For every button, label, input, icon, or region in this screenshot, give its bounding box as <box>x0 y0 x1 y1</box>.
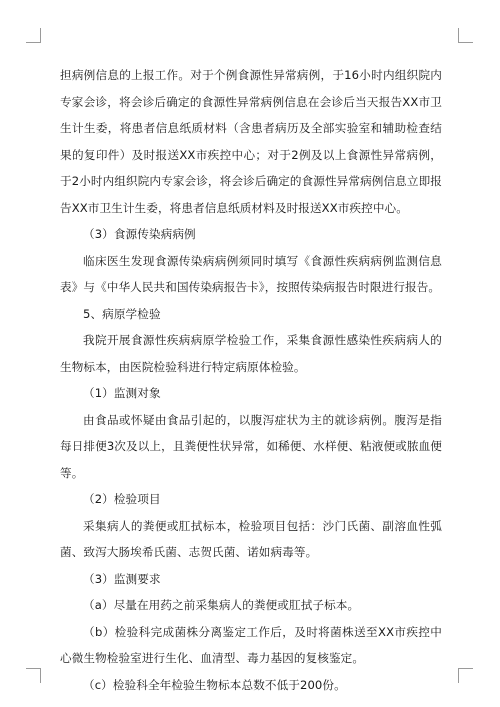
crop-mark-top-left <box>26 28 41 43</box>
crop-mark-bottom-left <box>26 668 41 683</box>
heading-pathogen-testing: 5、病原学检验 <box>83 306 161 321</box>
heading-monitoring-requirements: （3）监测要求 <box>83 571 161 586</box>
paragraph-pathogen-testing-intro: 我院开展食源性疾病病原学检验工作，采集食源性感染性疾病病人的生物标本，由医院检验科进行特定病原体检验。 <box>60 333 442 374</box>
requirement-item-a: （a）尽量在用药之前采集病人的粪便或肛拭子标本。 <box>83 598 360 612</box>
paragraph-monitoring-targets: 由食品或怀疑由食品引起的，以腹泻症状为主的就诊病例。腹泻是指每日排便3次及以上，且粪便性状异常，如稀便、水样便、粘液便或脓血便等。 <box>60 412 442 480</box>
document-body <box>60 62 442 698</box>
requirement-item-c: （c）检验科全年检验生物标本总数不低于200份。 <box>83 677 346 692</box>
heading-test-items: （2）检验项目 <box>83 492 161 506</box>
crop-mark-top-right <box>458 28 473 43</box>
paragraph-reporting-abnormal-cases: 担病例信息的上报工作。对于个例食源性异常病例，于16小时内组织院内专家会诊，将会诊后确定的食源性异常病例信息在会诊后当天报告XX市卫生计生委，将患者信息纸质材料（含患者病历及全部实验室和辅助检查结果的复印件）及时报送XX市疾控中心；对于2例及以上食源性异常病例，于2小时内组织院内专家会诊，将会诊后确定的食源性异常病例信息立即报告XX市卫生计生委，将患者信息纸质材料及时报送XX市疾控中心。 <box>60 68 442 215</box>
paragraph-test-items: 采集病人的粪便或肛拭标本，检验项目包括：沙门氏菌、副溶血性弧菌、致泻大肠埃希氏菌、志贺氏菌、诺如病毒等。 <box>60 518 442 559</box>
crop-mark-bottom-right <box>458 668 473 683</box>
requirement-item-b: （b）检验科完成菌株分离鉴定工作后，及时将菌株送至XX市疾控中心微生物检验室进行生化、血清型、毒力基因的复核鉴定。 <box>60 624 442 665</box>
heading-monitoring-targets: （1）监测对象 <box>83 386 161 400</box>
heading-foodborne-infectious-cases: （3）食源传染病病例 <box>83 227 196 241</box>
paragraph-infectious-case-reporting: 临床医生发现食源传染病病例须同时填写《食源性疾病病例监测信息表》与《中华人民共和国传染病报告卡》，按照传染病报告时限进行报告。 <box>60 253 442 294</box>
